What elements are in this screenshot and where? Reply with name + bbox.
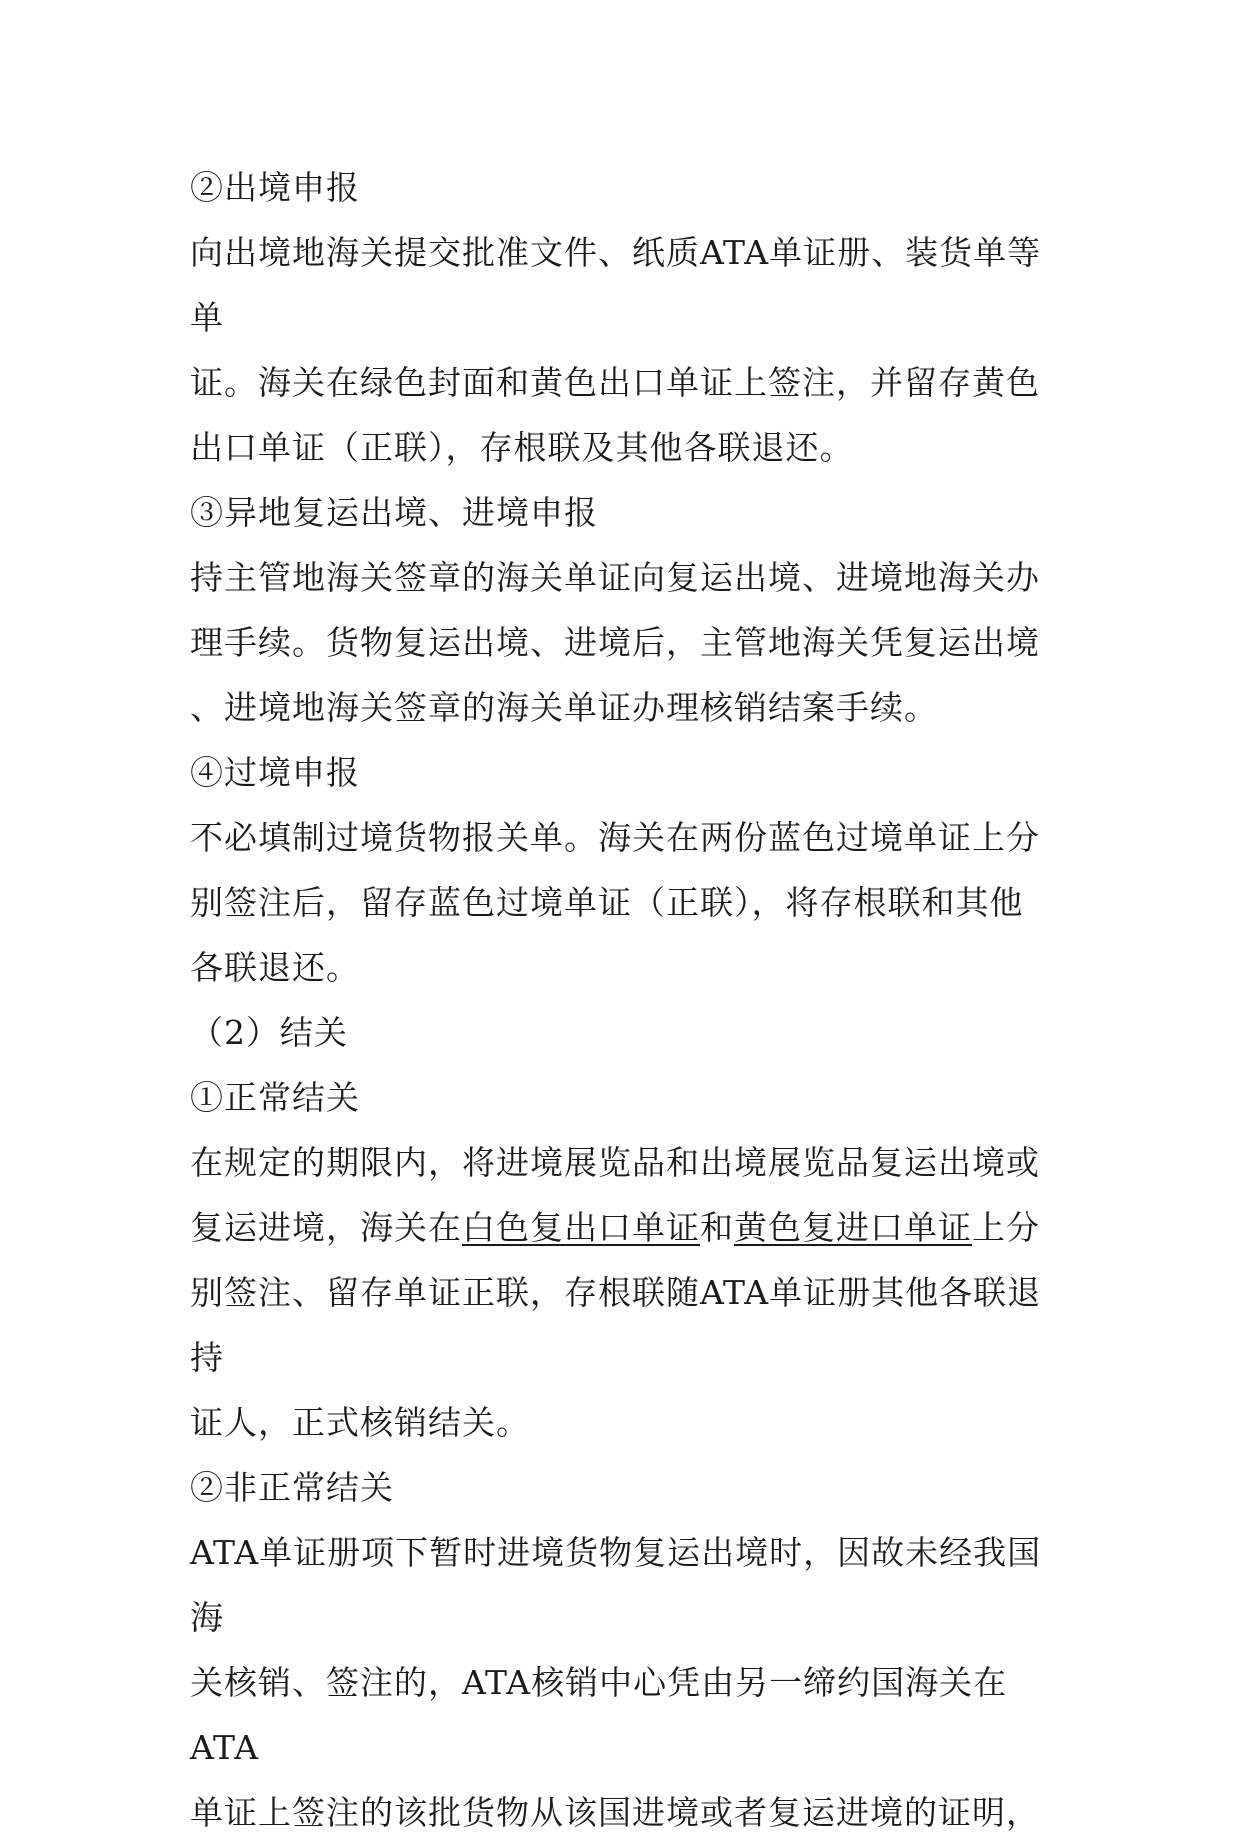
text-line: 在规定的期限内，将进境展览品和出境展览品复运出境或 [190, 1143, 1040, 1182]
section-heading-closing: （2）结关 [190, 1013, 348, 1052]
section-heading-abnormal-closing: ②非正常结关 [190, 1468, 394, 1507]
text-line: 单证上签注的该批货物从该国进境或者复运进境的证明， [190, 1793, 1040, 1832]
text-line: 各联退还。 [190, 948, 360, 987]
text-line: 别签注、留存单证正联，存根联随ATA单证册其他各联退持 [190, 1273, 1042, 1377]
text-line: 理手续。货物复运出境、进境后，主管地海关凭复运出境 [190, 623, 1040, 662]
text-line: 别签注后，留存蓝色过境单证（正联），将存根联和其他 [190, 883, 1024, 922]
section-heading-export-declaration: ②出境申报 [190, 168, 360, 207]
text-line: 证。海关在绿色封面和黄色出口单证上签注，并留存黄色 [190, 363, 1040, 402]
text-line: 不必填制过境货物报关单。海关在两份蓝色过境单证上分 [190, 818, 1040, 857]
text-line: 持主管地海关签章的海关单证向复运出境、进境地海关办 [190, 558, 1040, 597]
text-line: 、进境地海关签章的海关单证办理核销结案手续。 [190, 688, 938, 727]
text-line: 证人，正式核销结关。 [190, 1403, 530, 1442]
underlined-term-white-reexport-voucher: 白色复出口单证 [462, 1208, 700, 1247]
text-segment: 复运进境，海关在 [190, 1208, 462, 1247]
section-heading-reexport-declaration: ③异地复运出境、进境申报 [190, 493, 598, 532]
text-segment: 和 [700, 1208, 734, 1247]
underlined-term-yellow-reimport-voucher: 黄色复进口单证 [734, 1208, 972, 1247]
text-line: 向出境地海关提交批准文件、纸质ATA单证册、装货单等单 [190, 233, 1042, 337]
section-heading-transit-declaration: ④过境申报 [190, 753, 360, 792]
text-line: 关核销、签注的，ATA核销中心凭由另一缔约国海关在ATA [190, 1663, 1008, 1767]
text-line: 出口单证（正联），存根联及其他各联退还。 [190, 428, 854, 467]
section-heading-normal-closing: ①正常结关 [190, 1078, 360, 1117]
text-line-with-underlines [190, 1195, 1050, 1260]
text-segment: 上分 [972, 1208, 1040, 1247]
document-body [190, 155, 1050, 1845]
text-line: ATA单证册项下暂时进境货物复运出境时，因故未经我国海 [190, 1533, 1042, 1637]
